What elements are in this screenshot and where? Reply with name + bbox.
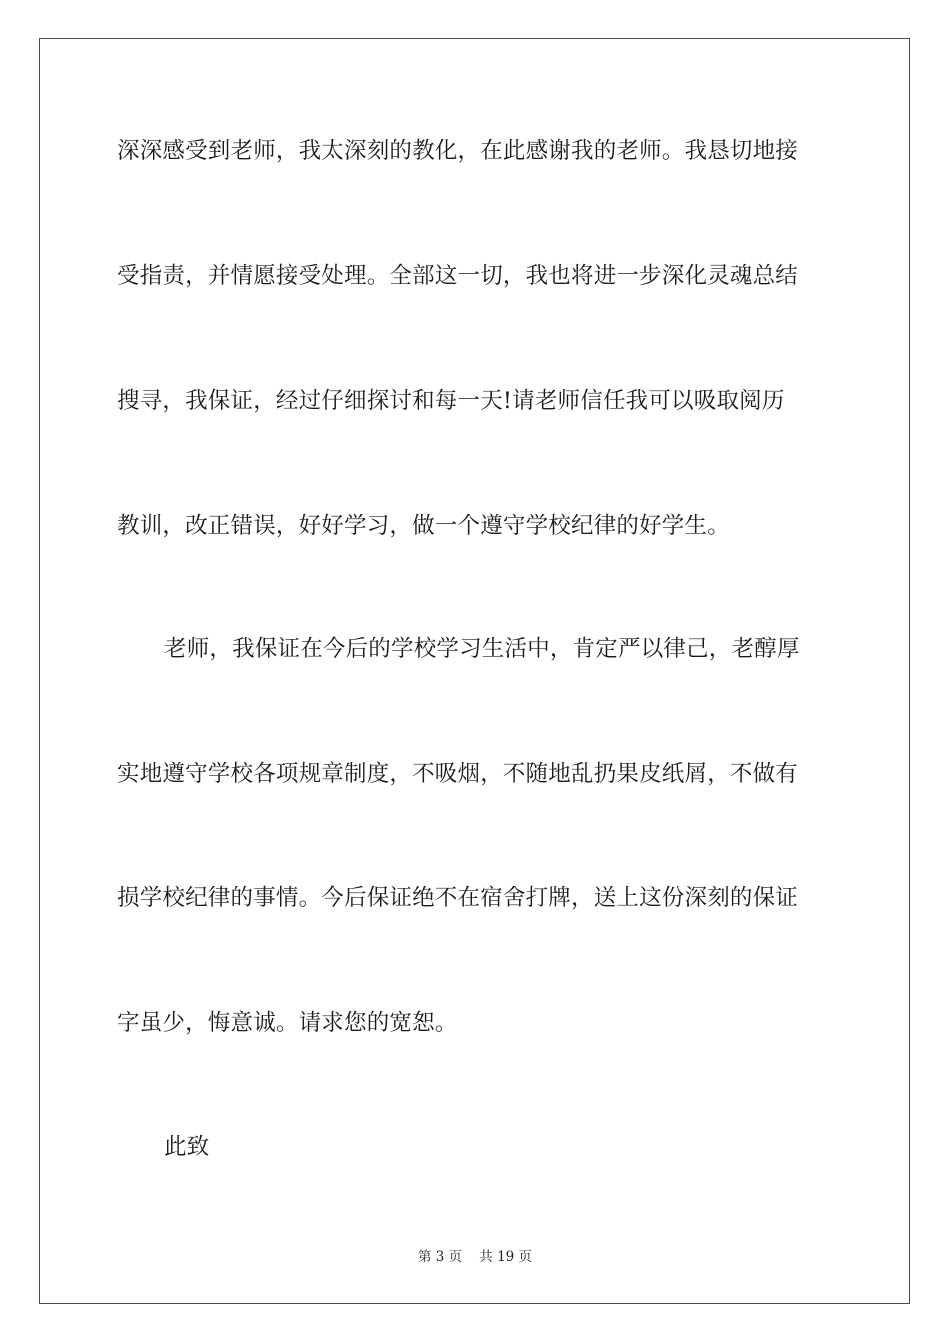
body-text-line: 受指责，并情愿接受处理。全部这一切，我也将进一步深化灵魂总结 [117, 263, 799, 289]
paragraph-first-line: 老师，我保证在今后的学校学习生活中，肯定严以律己，老醇厚 [164, 636, 800, 662]
page-border [39, 38, 910, 1304]
body-text-line: 字虽少，悔意诚。请求您的宽恕。 [117, 1010, 458, 1036]
body-text-line: 实地遵守学校各项规章制度，不吸烟，不随地乱扔果皮纸屑，不做有 [117, 761, 799, 787]
body-text-line: 搜寻，我保证，经过仔细探讨和每一天!请老师信任我可以吸取阅历 [117, 388, 785, 414]
body-text-line: 教训，改正错误，好好学习，做一个遵守学校纪律的好学生。 [117, 513, 730, 539]
body-text-line: 损学校纪律的事情。今后保证绝不在宿舍打牌，送上这份深刻的保证 [117, 885, 799, 911]
page-number-footer: 第 3 页 共 19 页 [417, 1249, 533, 1265]
closing-salutation: 此致 [164, 1134, 210, 1160]
body-text-line: 深深感受到老师，我太深刻的教化，在此感谢我的老师。我恳切地接 [117, 138, 799, 164]
